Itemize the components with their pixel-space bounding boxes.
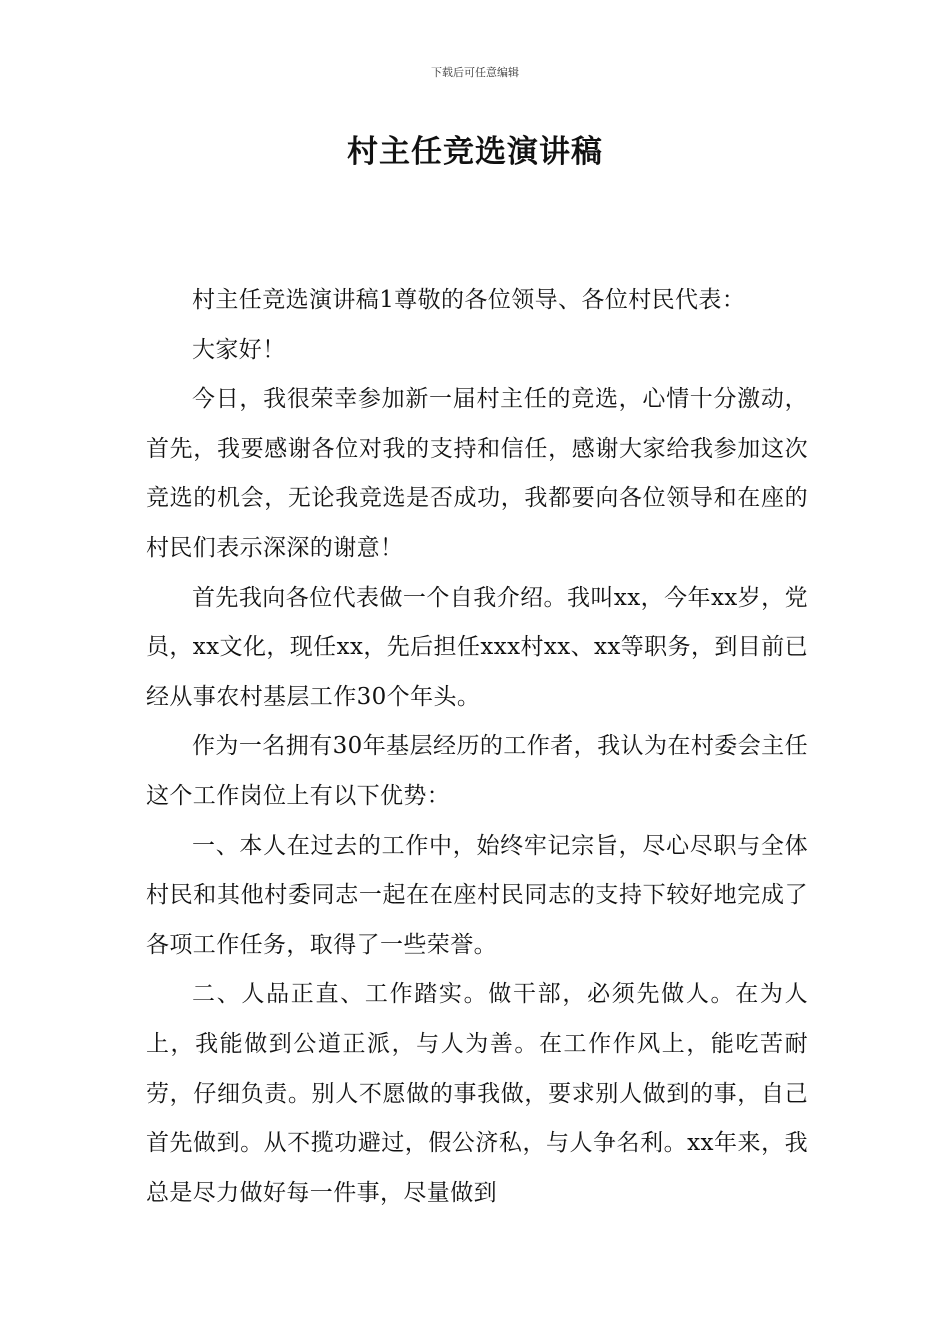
paragraph-greeting-line: 村主任竞选演讲稿1尊敬的各位领导、各位村民代表： [192, 287, 746, 313]
paragraph-thanks: 今日，我很荣幸参加新一届村主任的竞选，心情十分激动，首先，我要感谢各位对我的支持和信任，感谢大家给我参加这次竞选的机会，无论我竞选是否成功，我都要向各位领导和在座的村民们表示深深的谢意！ [146, 386, 808, 561]
header-note: 下载后可任意编辑 [431, 66, 519, 79]
document-body [146, 276, 808, 1218]
paragraph-self-intro: 首先我向各位代表做一个自我介绍。我叫xx，今年xx岁，党员，xx文化，现任xx，先后担任xxx村xx、xx等职务，到目前已经从事农村基层工作30个年头。 [146, 584, 808, 710]
paragraph-advantage-two: 二、人品正直、工作踏实。做干部，必须先做人。在为人上，我能做到公道正派，与人为善。在工作作风上，能吃苦耐劳，仔细负责。别人不愿做的事我做，要求别人做到的事，自己首先做到。从不揽功避过，假公济私，与人争名利。xx年来，我总是尽力做好每一件事，尽量做到 [146, 981, 808, 1206]
paragraph-hello: 大家好！ [192, 336, 286, 363]
document-title: 村主任竞选演讲稿 [347, 134, 603, 170]
paragraph-advantage-one: 一、本人在过去的工作中，始终牢记宗旨，尽心尽职与全体村民和其他村委同志一起在在座村民同志的支持下较好地完成了各项工作任务，取得了一些荣誉。 [146, 832, 808, 958]
paragraph-advantages-intro: 作为一名拥有30年基层经历的工作者，我认为在村委会主任这个工作岗位上有以下优势： [146, 733, 808, 809]
